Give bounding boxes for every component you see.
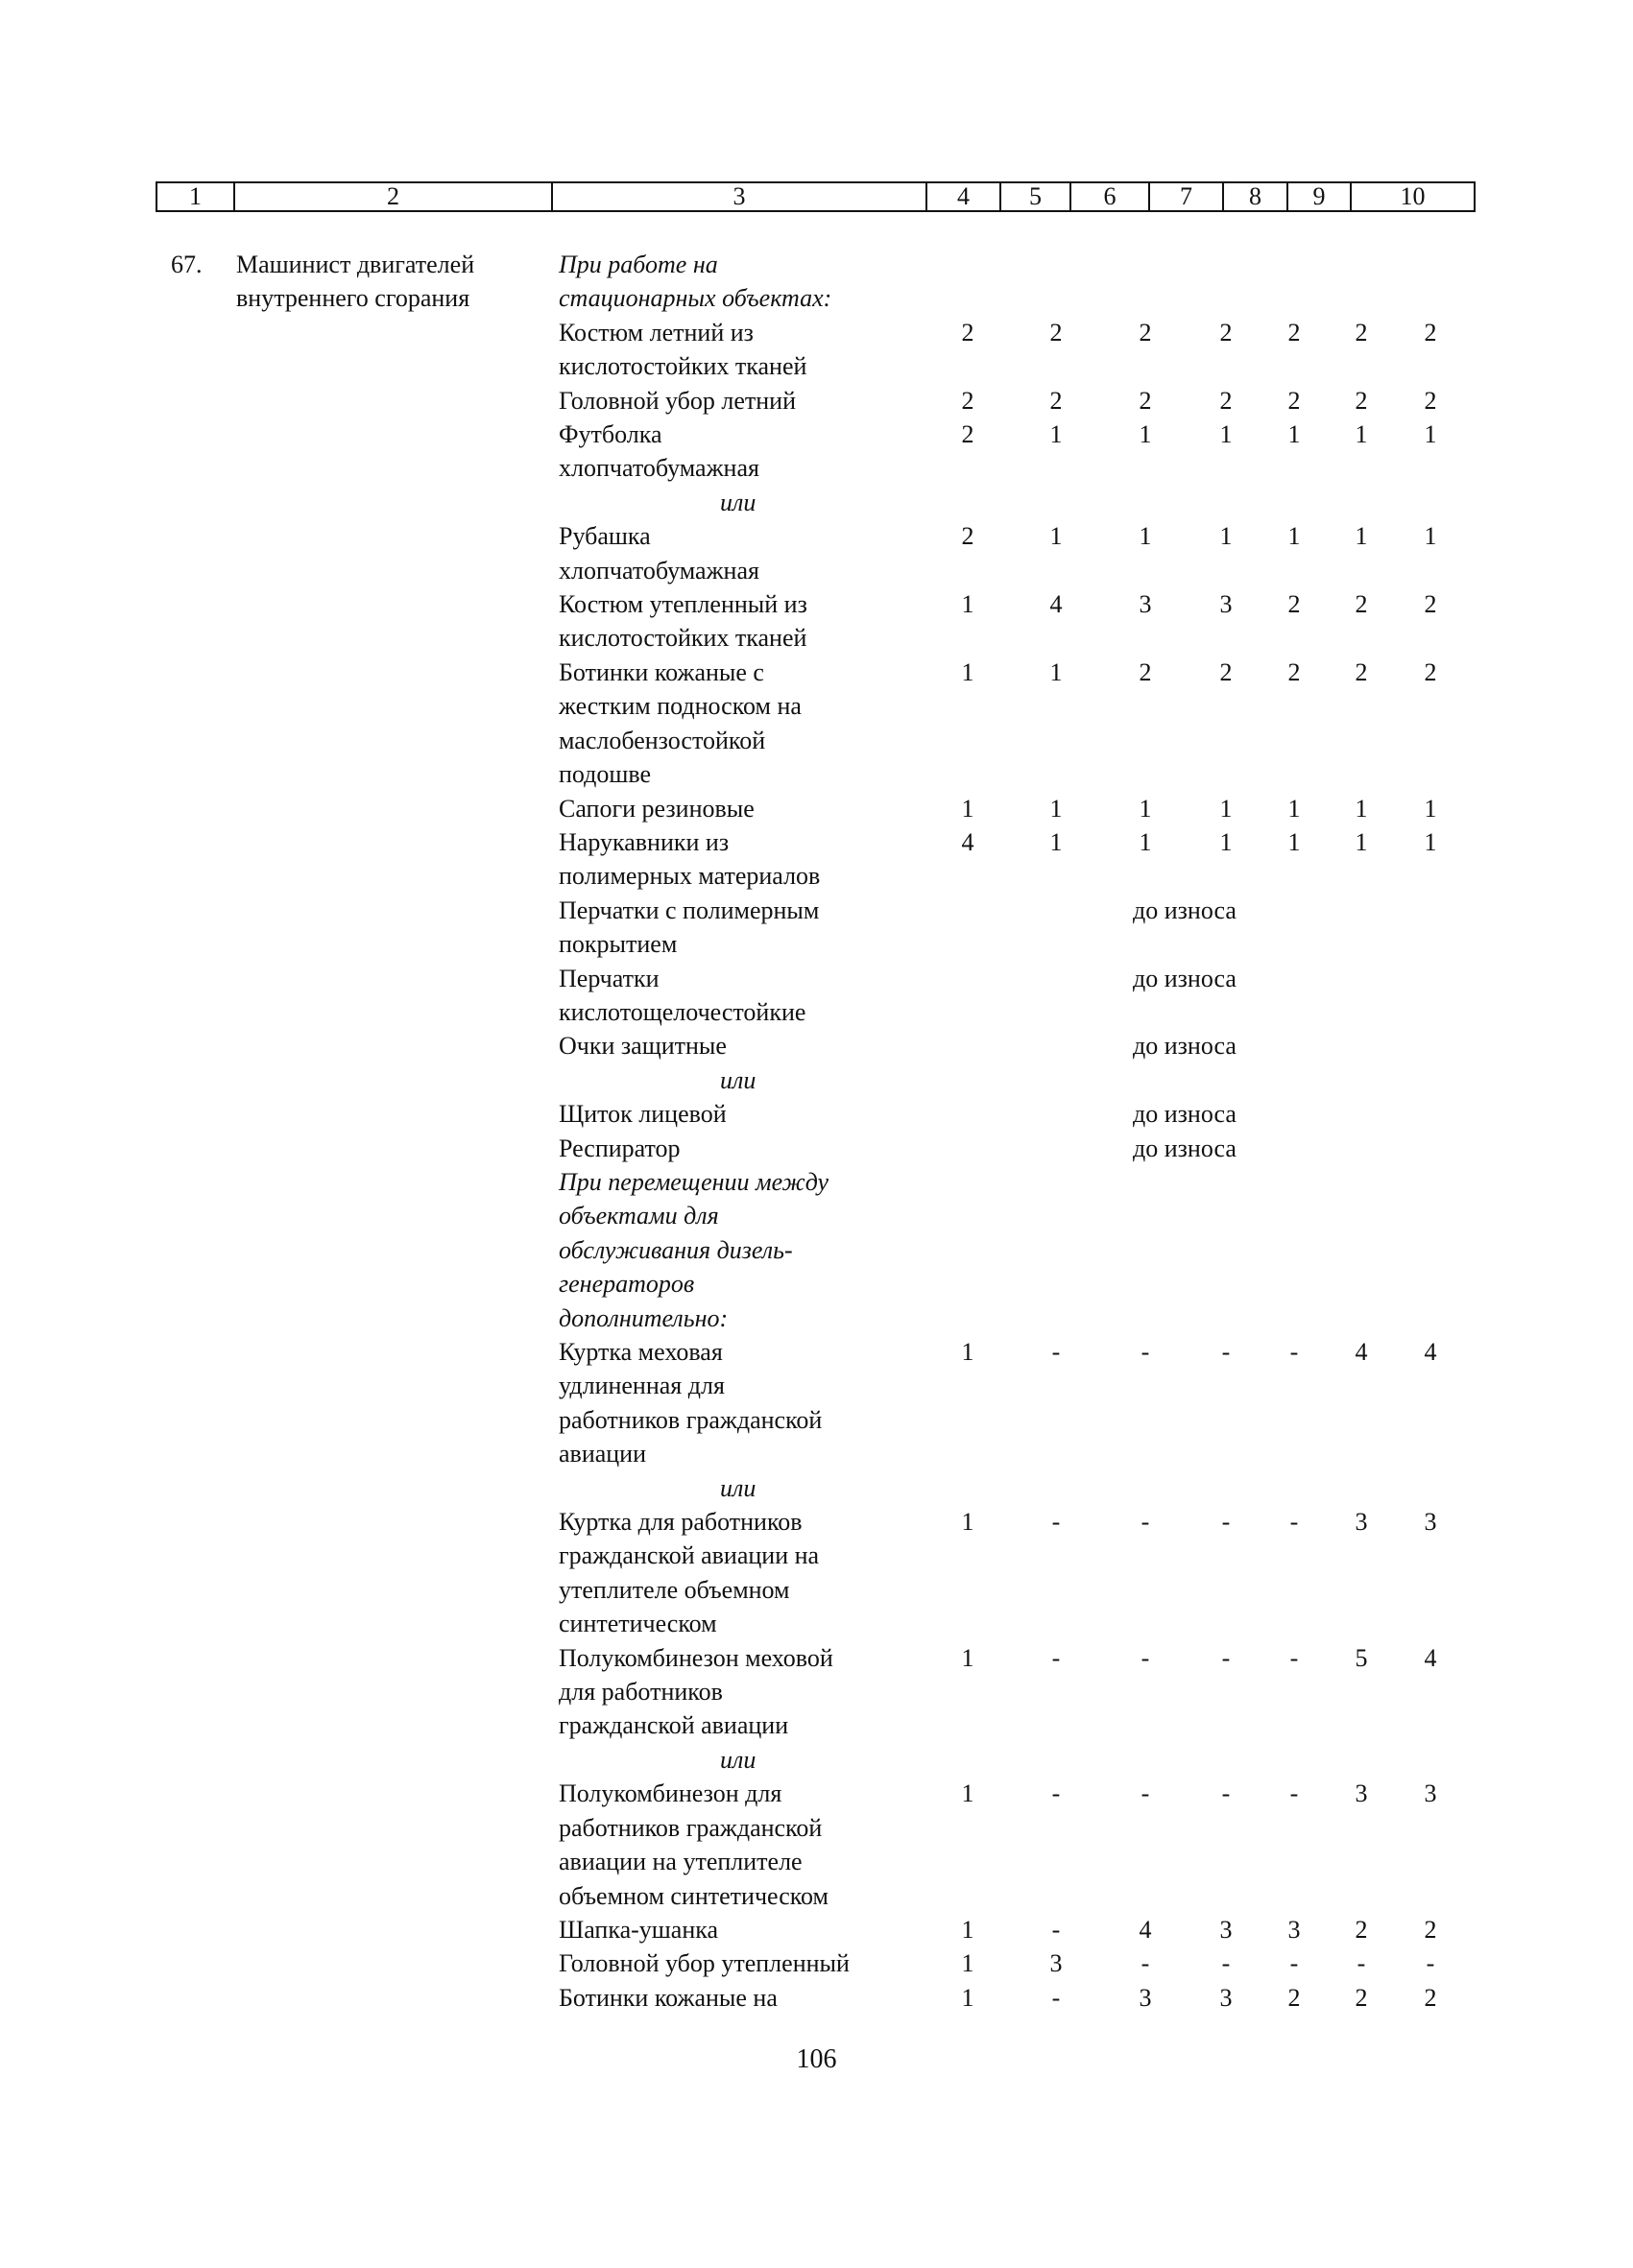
value-col-10: 1 (1424, 522, 1437, 551)
item-line: Головной убор утепленный (559, 1949, 850, 1978)
value-col-4: 2 (961, 522, 974, 551)
or-text: или (720, 488, 756, 516)
value-col-7: - (1221, 1779, 1231, 1808)
header-col-5: 5 (999, 181, 1071, 212)
item-line: дополнительно: (559, 1303, 729, 1332)
page-number: 106 (796, 2044, 837, 2074)
item-line: Футболка (559, 420, 662, 449)
value-col-9: 2 (1355, 386, 1368, 415)
value-col-9: 4 (1355, 1338, 1368, 1366)
value-col-5: 1 (1049, 827, 1063, 856)
value-col-6: 1 (1139, 794, 1152, 823)
or-text: или (720, 1065, 756, 1094)
value-col-7: 3 (1219, 1915, 1233, 1944)
value-col-8: 2 (1287, 1983, 1301, 2012)
header-col-8: 8 (1222, 181, 1288, 212)
item-line: гражданской авиации на (559, 1541, 820, 1570)
occupation-line: Машинист двигателей (236, 251, 475, 278)
header-col-10: 10 (1350, 181, 1476, 212)
item-name (559, 962, 933, 1030)
table-row (0, 316, 1633, 384)
value-col-6: 2 (1139, 318, 1152, 346)
value-col-7: 1 (1219, 420, 1233, 449)
value-col-5: 2 (1049, 386, 1063, 415)
table-row (0, 1981, 1633, 2015)
value-col-7: - (1221, 1643, 1231, 1672)
value-col-6: 4 (1139, 1915, 1152, 1944)
value-col-8: 3 (1287, 1915, 1301, 1944)
item-line: маслобензостойкой (559, 726, 766, 754)
value-col-9: 3 (1355, 1779, 1368, 1808)
alternative-separator (0, 1743, 1633, 1777)
value-col-9: 1 (1355, 522, 1368, 551)
item-name (559, 1335, 933, 1471)
value-col-5: - (1051, 1508, 1061, 1537)
alternative-separator (0, 486, 1633, 519)
value-col-7: 2 (1219, 657, 1233, 686)
item-line: кислотощелочестойкие (559, 997, 806, 1026)
value-col-6: 2 (1139, 386, 1152, 415)
value-col-7: 1 (1219, 794, 1233, 823)
item-line: Шапка-ушанка (559, 1915, 719, 1944)
item-name (559, 894, 933, 962)
value-col-9: 1 (1355, 794, 1368, 823)
item-line: При перемещении между (559, 1167, 829, 1196)
item-name (559, 1981, 933, 2015)
item-line: Нарукавники из (559, 827, 730, 856)
value-col-9: - (1357, 1949, 1366, 1978)
value-col-6: 2 (1139, 657, 1152, 686)
item-line: Ботинки кожаные на (559, 1983, 778, 2012)
value-col-10: 3 (1424, 1779, 1437, 1808)
header-col-7: 7 (1148, 181, 1224, 212)
value-col-4: 2 (961, 386, 974, 415)
item-line: Сапоги резиновые (559, 794, 755, 823)
value-col-8: - (1289, 1949, 1299, 1978)
value-col-7: 1 (1219, 827, 1233, 856)
value-col-4: 1 (961, 1915, 974, 1944)
or-text: или (720, 1473, 756, 1502)
item-line: жестким подноском на (559, 692, 802, 721)
value-col-7: 3 (1219, 590, 1233, 619)
or-label (559, 486, 933, 519)
table-row (0, 587, 1633, 656)
table-row (0, 384, 1633, 418)
value-col-10: 1 (1424, 827, 1437, 856)
item-line: полимерных материалов (559, 862, 821, 891)
table-row (0, 1913, 1633, 1946)
item-name (559, 792, 933, 825)
item-line: Рубашка (559, 522, 651, 551)
value-col-8: - (1289, 1338, 1299, 1366)
value-col-5: 4 (1049, 590, 1063, 619)
value-col-4: 1 (961, 657, 974, 686)
value-col-5: - (1051, 1915, 1061, 1944)
value-col-6: - (1141, 1338, 1150, 1366)
occupation-line: внутреннего сгорания (236, 284, 470, 313)
value-col-4: 1 (961, 1508, 974, 1537)
value-col-4: 2 (961, 420, 974, 449)
item-name (559, 825, 933, 894)
value-col-9: 3 (1355, 1508, 1368, 1537)
table-header (156, 181, 1476, 214)
value-col-6: 1 (1139, 827, 1152, 856)
item-line: подошве (559, 760, 652, 789)
table-row (0, 656, 1633, 792)
value-col-10: 3 (1424, 1508, 1437, 1537)
value-col-5: 1 (1049, 420, 1063, 449)
item-line: генераторов (559, 1270, 695, 1299)
value-col-4: 1 (961, 1643, 974, 1672)
header-col-4: 4 (925, 181, 1001, 212)
table-row (0, 1641, 1633, 1743)
wear-period: до износа (1133, 1100, 1237, 1129)
table-row (0, 1132, 1633, 1165)
value-col-7: 2 (1219, 386, 1233, 415)
value-col-6: - (1141, 1949, 1150, 1978)
or-text: или (720, 1745, 756, 1774)
value-col-10: 1 (1424, 420, 1437, 449)
value-col-8: - (1289, 1779, 1299, 1808)
value-col-10: 2 (1424, 590, 1437, 619)
table-row (0, 1505, 1633, 1641)
item-line: работников гражданской (559, 1405, 823, 1434)
item-name (559, 1132, 933, 1165)
or-label (559, 1743, 933, 1777)
wear-period: до износа (1133, 964, 1237, 992)
wear-period: до износа (1133, 1134, 1237, 1162)
item-line: Очки защитные (559, 1032, 727, 1061)
value-col-4: 1 (961, 1983, 974, 2012)
value-col-5: 1 (1049, 657, 1063, 686)
value-col-5: - (1051, 1983, 1061, 2012)
value-col-10: 2 (1424, 318, 1437, 346)
value-col-4: 1 (961, 1779, 974, 1808)
value-col-9: 2 (1355, 1915, 1368, 1944)
table-row (0, 962, 1633, 1030)
header-col-2: 2 (233, 181, 553, 212)
value-col-8: 2 (1287, 657, 1301, 686)
value-col-10: 2 (1424, 386, 1437, 415)
value-col-10: 1 (1424, 794, 1437, 823)
table-row (0, 1335, 1633, 1471)
value-col-6: 1 (1139, 522, 1152, 551)
value-col-8: 2 (1287, 590, 1301, 619)
table-row (0, 519, 1633, 587)
or-label (559, 1063, 933, 1097)
value-col-5: 1 (1049, 794, 1063, 823)
wear-period: до износа (1133, 1032, 1237, 1061)
item-name (559, 1641, 933, 1743)
value-col-10: 4 (1424, 1643, 1437, 1672)
item-line: Куртка меховая (559, 1338, 723, 1366)
item-line: работников гражданской (559, 1813, 823, 1842)
section-heading (559, 248, 933, 316)
value-col-4: 1 (961, 1949, 974, 1978)
item-line: авиации на утеплителе (559, 1848, 803, 1876)
value-col-4: 2 (961, 318, 974, 346)
item-line: Полукомбинезон меховой (559, 1643, 833, 1672)
item-line: гражданской авиации (559, 1711, 789, 1740)
item-line: Костюм летний из (559, 318, 754, 346)
value-col-7: - (1221, 1508, 1231, 1537)
item-line: Щиток лицевой (559, 1100, 727, 1129)
value-col-7: - (1221, 1338, 1231, 1366)
table-body (0, 248, 1633, 2015)
item-line: объектами для (559, 1202, 719, 1230)
value-col-5: 2 (1049, 318, 1063, 346)
header-col-9: 9 (1286, 181, 1352, 212)
item-line: хлопчатобумажная (559, 556, 759, 585)
table-row (0, 1777, 1633, 1913)
item-line: объемном синтетическом (559, 1881, 829, 1910)
item-line: Перчатки с полимерным (559, 895, 820, 924)
entry-number: 67. (171, 251, 203, 278)
value-col-6: - (1141, 1779, 1150, 1808)
item-line: кислотостойких тканей (559, 624, 807, 653)
value-col-6: - (1141, 1643, 1150, 1672)
value-col-5: 3 (1049, 1949, 1063, 1978)
item-name (559, 1777, 933, 1913)
item-name (559, 316, 933, 384)
item-name (559, 384, 933, 418)
header-col-3: 3 (551, 181, 927, 212)
value-col-10: 2 (1424, 1915, 1437, 1944)
header-col-6: 6 (1069, 181, 1150, 212)
item-name (559, 1505, 933, 1641)
table-row (0, 248, 1633, 316)
item-name (559, 656, 933, 792)
value-col-7: - (1221, 1949, 1231, 1978)
value-col-5: - (1051, 1779, 1061, 1808)
item-name (559, 519, 933, 587)
wear-period: до износа (1133, 895, 1237, 924)
item-line: кислотостойких тканей (559, 352, 807, 381)
table-row (0, 1165, 1633, 1335)
table-row (0, 1946, 1633, 1980)
table-row (0, 825, 1633, 894)
value-col-7: 2 (1219, 318, 1233, 346)
alternative-separator (0, 1471, 1633, 1505)
item-line: для работников (559, 1678, 723, 1707)
item-name (559, 1946, 933, 1980)
item-line: обслуживания дизель- (559, 1235, 793, 1264)
item-line: стационарных объектах: (559, 284, 832, 313)
item-line: покрытием (559, 930, 678, 959)
item-line: Куртка для работников (559, 1508, 803, 1537)
value-col-9: 2 (1355, 318, 1368, 346)
item-name (559, 1097, 933, 1131)
value-col-8: - (1289, 1643, 1299, 1672)
value-col-6: - (1141, 1508, 1150, 1537)
item-line: Перчатки (559, 964, 660, 992)
value-col-10: - (1426, 1949, 1435, 1978)
table-row (0, 792, 1633, 825)
or-label (559, 1471, 933, 1505)
value-col-8: 1 (1287, 420, 1301, 449)
value-col-10: 2 (1424, 1983, 1437, 2012)
value-col-8: 2 (1287, 318, 1301, 346)
value-col-9: 5 (1355, 1643, 1368, 1672)
item-name (559, 1913, 933, 1946)
value-col-9: 1 (1355, 420, 1368, 449)
value-col-9: 2 (1355, 1983, 1368, 2012)
value-col-8: 1 (1287, 522, 1301, 551)
item-line: удлиненная для (559, 1372, 725, 1400)
value-col-10: 2 (1424, 657, 1437, 686)
value-col-7: 1 (1219, 522, 1233, 551)
value-col-4: 1 (961, 590, 974, 619)
item-line: Респиратор (559, 1134, 681, 1162)
item-line: Полукомбинезон для (559, 1779, 782, 1808)
table-row (0, 418, 1633, 486)
value-col-9: 2 (1355, 657, 1368, 686)
section-heading (559, 1165, 933, 1335)
value-col-4: 1 (961, 1338, 974, 1366)
item-line: Головной убор летний (559, 386, 796, 415)
item-name (559, 418, 933, 486)
table-row (0, 894, 1633, 962)
item-line: Костюм утепленный из (559, 590, 807, 619)
value-col-4: 1 (961, 794, 974, 823)
value-col-9: 2 (1355, 590, 1368, 619)
item-line: авиации (559, 1440, 647, 1468)
value-col-6: 1 (1139, 420, 1152, 449)
value-col-7: 3 (1219, 1983, 1233, 2012)
item-name (559, 587, 933, 656)
item-line: При работе на (559, 251, 718, 278)
value-col-10: 4 (1424, 1338, 1437, 1366)
value-col-8: 1 (1287, 794, 1301, 823)
value-col-8: 2 (1287, 386, 1301, 415)
table-row (0, 1029, 1633, 1062)
value-col-9: 1 (1355, 827, 1368, 856)
item-name (559, 1029, 933, 1062)
alternative-separator (0, 1063, 1633, 1097)
table-row (0, 1097, 1633, 1131)
item-line: Ботинки кожаные с (559, 657, 764, 686)
header-col-1: 1 (156, 181, 235, 212)
value-col-5: 1 (1049, 522, 1063, 551)
value-col-8: - (1289, 1508, 1299, 1537)
value-col-8: 1 (1287, 827, 1301, 856)
value-col-5: - (1051, 1643, 1061, 1672)
value-col-6: 3 (1139, 1983, 1152, 2012)
item-line: синтетическом (559, 1610, 717, 1638)
value-col-6: 3 (1139, 590, 1152, 619)
item-line: утеплителе объемном (559, 1575, 790, 1604)
value-col-5: - (1051, 1338, 1061, 1366)
value-col-4: 4 (961, 827, 974, 856)
item-line: хлопчатобумажная (559, 454, 759, 483)
